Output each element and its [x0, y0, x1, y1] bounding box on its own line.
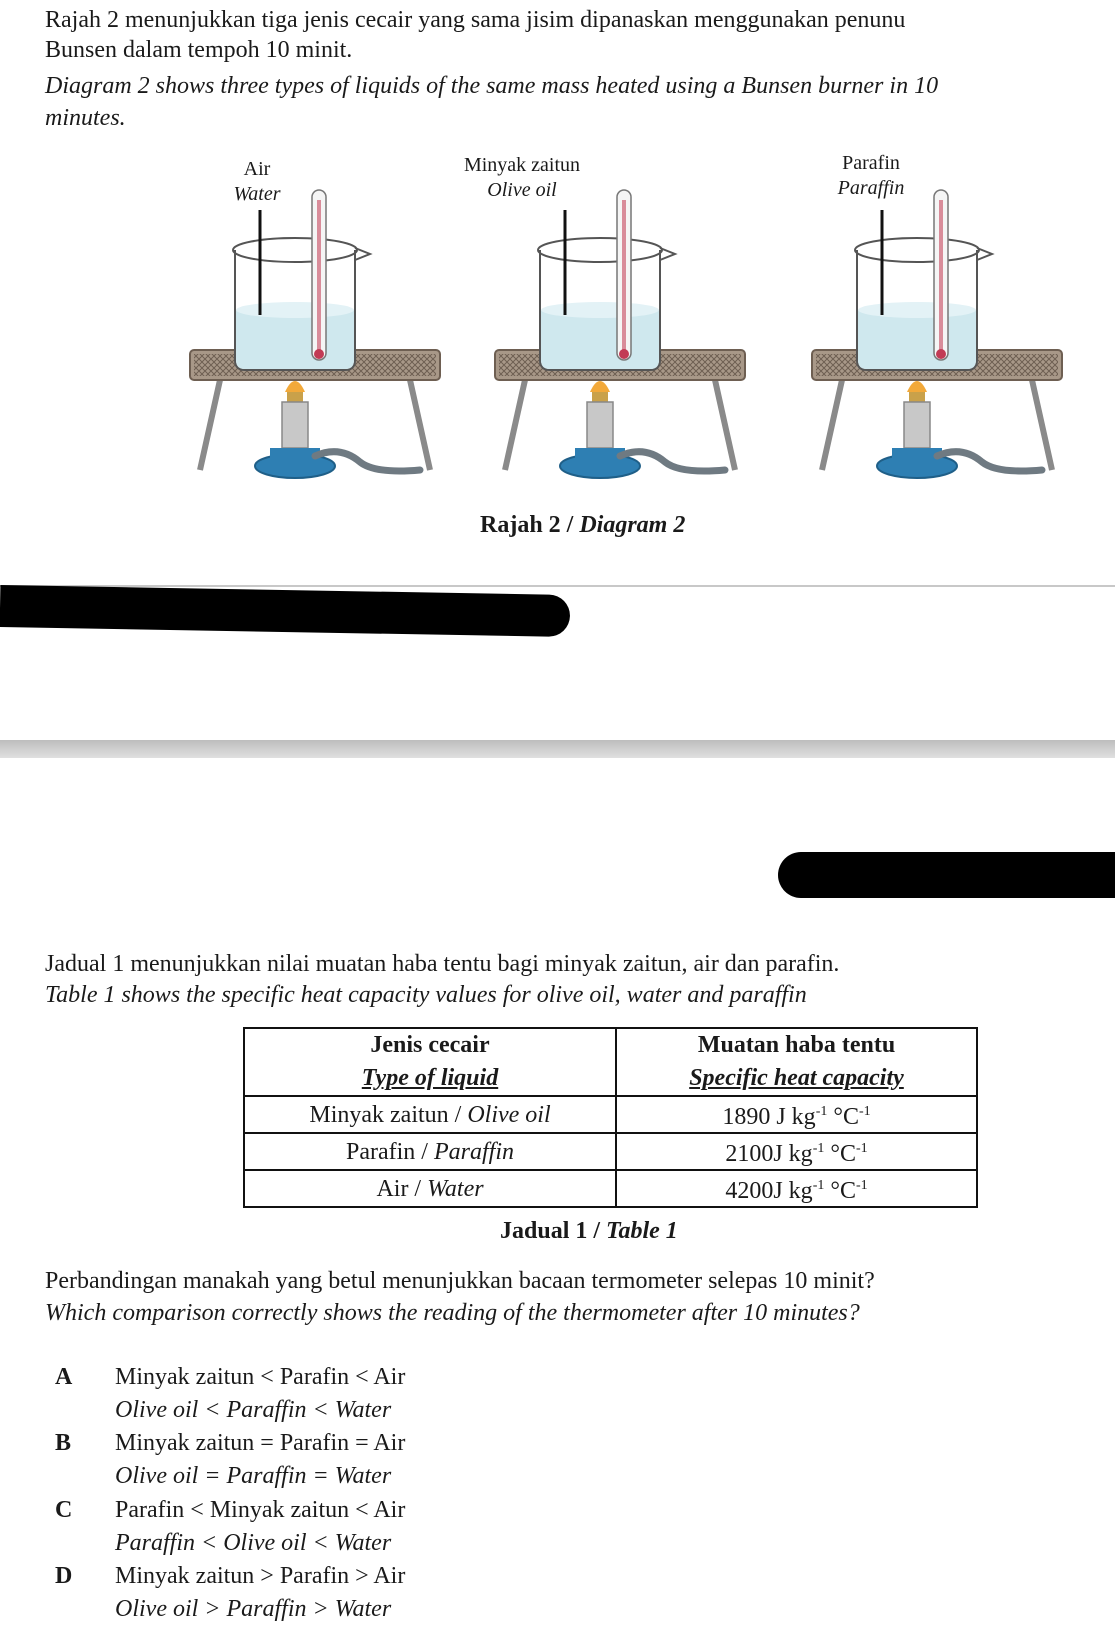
diagram-caption	[480, 512, 685, 539]
option-letter: A	[55, 1364, 73, 1390]
table-row	[244, 1133, 977, 1170]
table-intro-english: Table 1 shows the specific heat capacity values for olive oil, water and paraffin	[45, 982, 807, 1008]
option-malay: Minyak zaitun > Parafin > Air	[115, 1563, 406, 1589]
header-type-english: Type of liquid	[361, 1065, 499, 1091]
intro-english-line2: minutes.	[45, 105, 126, 131]
row-liquid	[244, 1096, 616, 1133]
option-malay: Minyak zaitun < Parafin < Air	[115, 1364, 406, 1390]
row-value-exp1: -1	[815, 1104, 828, 1119]
table-header-row	[244, 1028, 977, 1096]
table-intro-malay: Jadual 1 menunjukkan nilai muatan haba tentu bagi minyak zaitun, air dan parafin.	[45, 951, 840, 977]
row-value-unit: °C	[827, 1104, 859, 1130]
option-malay: Minyak zaitun = Parafin = Air	[115, 1430, 406, 1456]
row-liquid-malay: Parafin /	[346, 1138, 434, 1165]
heating-diagram	[0, 160, 1115, 500]
header-type-malay: Jenis cecair	[370, 1032, 490, 1058]
row-value	[616, 1096, 977, 1133]
olive-oil-setup	[495, 190, 745, 478]
option-letter: D	[55, 1563, 73, 1589]
redaction-bar	[778, 852, 1115, 898]
option-english: Olive oil = Paraffin = Water	[115, 1463, 392, 1489]
label-paraffin-english: Paraffin	[837, 177, 905, 199]
table-row	[244, 1096, 977, 1133]
page-divider	[0, 585, 1115, 587]
table-caption-malay: Jadual 1 /	[500, 1218, 607, 1244]
label-water-english: Water	[233, 183, 281, 205]
row-value-unit: °C	[824, 1141, 856, 1167]
diagram-caption-malay: Rajah 2 /	[480, 512, 580, 538]
option-letter: C	[55, 1497, 73, 1523]
specific-heat-table	[243, 1027, 978, 1208]
paraffin-setup	[812, 190, 1062, 478]
table-caption	[500, 1218, 678, 1245]
label-olive-oil-malay: Minyak zaitun	[463, 154, 581, 176]
option-english: Olive oil < Paraffin < Water	[115, 1397, 392, 1423]
intro-english-line1: Diagram 2 shows three types of liquids of the same mass heated using a Bunsen burner in 10	[45, 73, 939, 99]
option-letter: B	[55, 1430, 72, 1456]
row-value-exp1: -1	[812, 1141, 825, 1156]
label-paraffin-malay: Parafin	[842, 152, 900, 174]
option-english: Olive oil > Paraffin > Water	[115, 1596, 392, 1622]
option-malay: Parafin < Minyak zaitun < Air	[115, 1497, 406, 1523]
row-value	[616, 1170, 977, 1207]
question-english: Which comparison correctly shows the reading of the thermometer after 10 minutes?	[45, 1300, 860, 1326]
option-english: Paraffin < Olive oil < Water	[115, 1530, 392, 1556]
question-malay: Perbandingan manakah yang betul menunjukkan bacaan termometer selepas 10 minit?	[45, 1268, 875, 1294]
row-value-exp2: -1	[855, 1178, 868, 1193]
diagram-caption-english: Diagram 2	[579, 512, 686, 538]
label-olive-oil-english: Olive oil	[487, 179, 557, 201]
row-value-exp2: -1	[855, 1141, 868, 1156]
row-value-number: 1890 J kg	[722, 1104, 816, 1130]
row-liquid-english: Olive oil	[467, 1101, 551, 1128]
row-liquid-english: Water	[427, 1175, 484, 1202]
row-liquid	[244, 1170, 616, 1207]
water-setup	[190, 190, 440, 478]
row-value-unit: °C	[824, 1178, 856, 1204]
header-heat-malay: Muatan haba tentu	[697, 1032, 896, 1058]
table-row	[244, 1170, 977, 1207]
label-water-malay: Air	[243, 158, 271, 180]
table-caption-english: Table 1	[606, 1218, 678, 1244]
header-heat-english: Specific heat capacity	[689, 1065, 904, 1091]
page-gap	[0, 740, 1115, 758]
row-liquid-english: Paraffin	[433, 1138, 514, 1165]
row-value-exp1: -1	[812, 1178, 825, 1193]
row-liquid-malay: Air /	[376, 1175, 428, 1202]
intro-malay-line1: Rajah 2 menunjukkan tiga jenis cecair yang sama jisim dipanaskan menggunakan penunu	[45, 7, 906, 33]
header-specific-heat	[616, 1028, 977, 1096]
redaction-bar	[0, 585, 570, 637]
intro-malay-line2: Bunsen dalam tempoh 10 minit.	[45, 37, 353, 63]
row-value	[616, 1133, 977, 1170]
row-liquid-malay: Minyak zaitun /	[309, 1101, 468, 1128]
row-value-number: 4200J kg	[725, 1178, 813, 1204]
row-liquid	[244, 1133, 616, 1170]
row-value-number: 2100J kg	[725, 1141, 813, 1167]
header-type-of-liquid	[244, 1028, 616, 1096]
row-value-exp2: -1	[858, 1104, 871, 1119]
